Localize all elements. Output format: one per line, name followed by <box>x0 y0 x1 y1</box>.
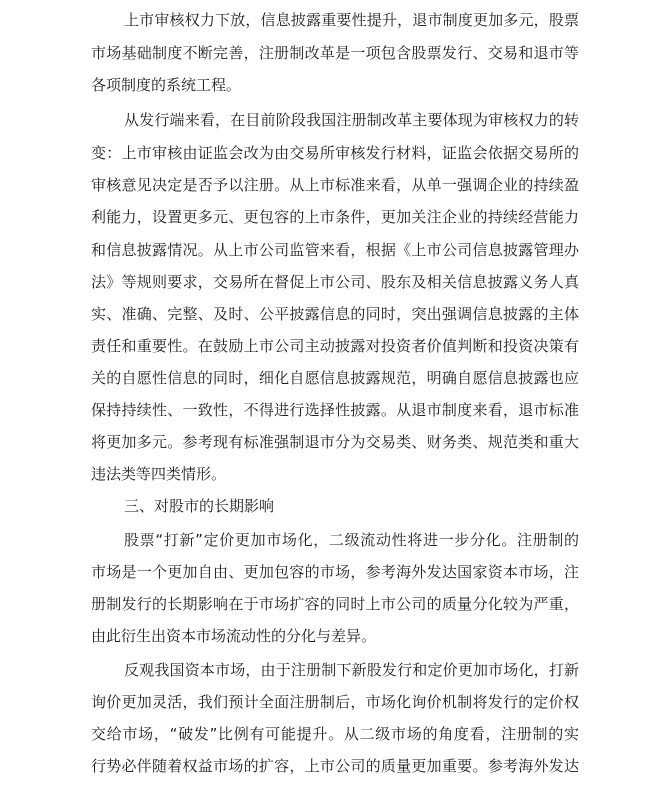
text-line: 行势必伴随着权益市场的扩容，上市公司的质量更加重要。参考海外发达 <box>91 757 579 775</box>
text-line: 违法类等四类情形。 <box>91 465 227 483</box>
text-line: 由此衍生出资本市场流动性的分化与差异。 <box>91 627 377 645</box>
text-line: 关的自愿性信息的同时，细化自愿信息披露规范，明确自愿信息披露也应 <box>91 369 579 387</box>
section-heading: 三、对股市的长期影响 <box>124 497 275 515</box>
text-line: 利能力，设置更多元、更包容的上市条件，更加关注企业的持续经营能力 <box>91 208 579 226</box>
text-line: 上市审核权力下放，信息披露重要性提升，退市制度更加多元，股票 <box>124 11 579 29</box>
text-line: 各项制度的系统工程。 <box>91 76 242 94</box>
text-line: 责任和重要性。在鼓励上市公司主动披露对投资者价值判断和投资决策有 <box>91 337 579 355</box>
text-line: 交给市场，“破发”比例有可能提升。从二级市场的角度看，注册制的实 <box>91 725 579 743</box>
text-line: 审核意见决定是否予以注册。从上市标准来看，从单一强调企业的持续盈 <box>91 176 579 194</box>
text-line: 从发行端来看，在目前阶段我国注册制改革主要体现为审核权力的转 <box>124 111 579 129</box>
text-line: 询价更加灵活，我们预计全面注册制后，市场化询价机制将发行的定价权 <box>91 693 579 711</box>
text-line: 将更加多元。参考现有标准强制退市分为交易类、财务类、规范类和重大 <box>91 433 579 451</box>
text-line: 市场是一个更加自由、更加包容的市场，参考海外发达国家资本市场，注 <box>91 563 579 581</box>
text-line: 法》等规则要求，交易所在督促上市公司、股东及相关信息披露义务人真 <box>91 273 579 291</box>
text-line: 实、准确、完整、及时、公平披露信息的同时，突出强调信息披露的主体 <box>91 305 579 323</box>
text-line: 市场基础制度不断完善，注册制改革是一项包含股票发行、交易和退市等 <box>91 44 579 62</box>
text-line: 变：上市审核由证监会改为由交易所审核发行材料，证监会依据交易所的 <box>91 144 579 162</box>
text-line: 和信息披露情况。从上市公司监管来看，根据《上市公司信息披露管理办 <box>91 241 579 259</box>
text-line: 保持持续性、一致性，不得进行选择性披露。从退市制度来看，退市标准 <box>91 401 579 419</box>
text-line: 股票“打新”定价更加市场化，二级流动性将进一步分化。注册制的 <box>124 531 579 549</box>
text-line: 反观我国资本市场，由于注册制下新股发行和定价更加市场化，打新 <box>124 661 579 679</box>
text-line: 册制发行的长期影响在于市场扩容的同时上市公司的质量分化较为严重， <box>91 595 579 613</box>
